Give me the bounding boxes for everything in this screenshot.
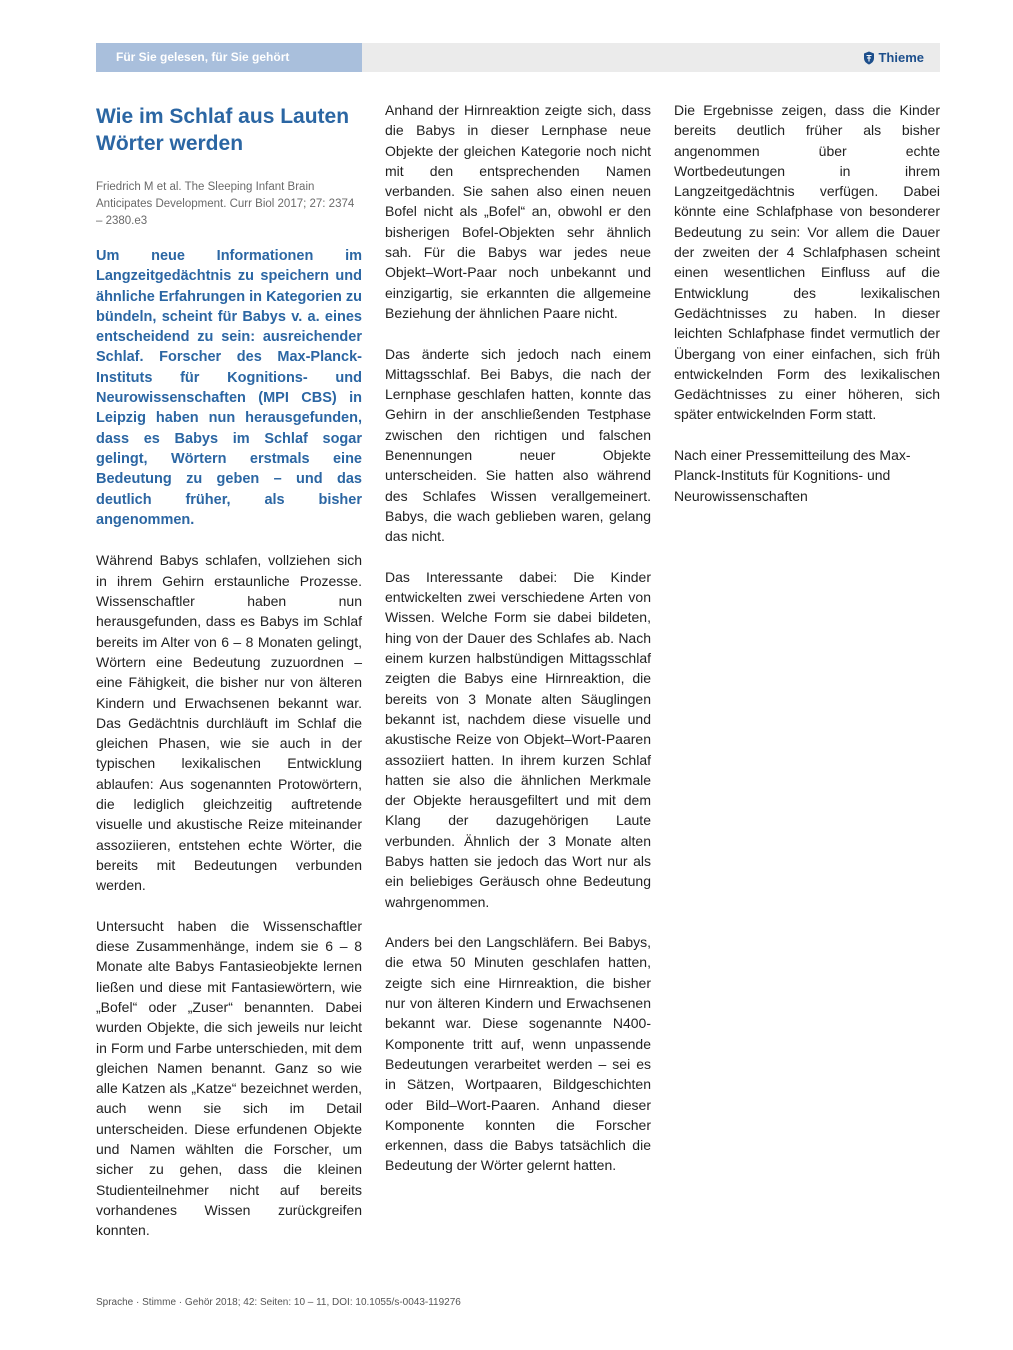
section-label: Für Sie gelesen, für Sie gehört — [96, 43, 362, 72]
press-release-source: Nach einer Pressemitteilung des Max-Planck-Instituts für Kognitions- und Neurowissenschaften — [674, 447, 911, 504]
publisher-brand — [863, 43, 924, 72]
column-1 — [96, 100, 362, 1261]
body-paragraph: Das änderte sich jedoch nach einem Mittagsschlaf. Bei Babys, die nach der Lernphase geschlafen hatten, konnte das Gehirn in der anschließenden Testphase zwischen den richtigen und falschen Benennungen neuer Objekte unterscheiden. Sie hatten also während des Schlafes Wissen verallgemeinert. Babys, die wach geblieben waren, gelang das nicht. — [385, 345, 651, 545]
article-lead: Um neue Informationen im Langzeitgedächtnis zu speichern und ähnliche Erfahrungen in Kategorien zu bündeln, scheint für Babys v. a. eines entscheidend zu sein: ausreichender Schlaf. Forscher des Max-Planck-Instituts für Kognitions- und Neurowissenschaften (MPI CBS) in Leipzig haben nun herausgefunden, dass es Babys im Schlaf sogar gelingt, Wörtern erstmals eine Bedeutung zu geben – und das deutlich früher, als bisher angenommen. — [96, 248, 362, 528]
brand-name: Thieme — [878, 50, 924, 65]
body-paragraph: Anhand der Hirnreaktion zeigte sich, dass die Babys in dieser Lernphase neue Objekte der gleichen Kategorie noch nicht mit den entsprechenden Namen verbanden. Sie sahen also einen neuen Bofel nicht als „Bofel“ an, obwohl er den bisherigen Bofel-Objekten sehr ähnlich sah. Für die Babys war jedes neue Objekt–Wort-Paar noch unbekannt und einzigartig, sie erkannten die allgemeine Beziehung der ähnlichen Paare nicht. — [385, 102, 651, 321]
page-footer: Sprache · Stimme · Gehör 2018; 42: Seiten: 10 – 11, DOI: 10.1055/s-0043-119276 — [96, 1297, 461, 1308]
article-title: Wie im Schlaf aus Lauten Wörter werden — [96, 105, 350, 155]
body-paragraph: Anders bei den Langschläfern. Bei Babys, die etwa 50 Minuten geschlafen hatten, zeigte sich eine Hirnreaktion, die bisher nur von älteren Kindern und Erwachsenen bekannt war. Diese sogenannte N400-Komponente tritt auf, wenn unpassende Bedeutungen verarbeitet werden – sei es in Sätzen, Wortpaaren, Bildgeschichten oder Bild–Wort-Paaren. Anhand dieser Komponente konnten die Forscher erkennen, dass die Babys tatsächlich die Bedeutung der Wörter gelernt hatten. — [385, 934, 651, 1174]
thieme-logo-icon — [863, 51, 875, 65]
column-2 — [385, 100, 651, 1196]
column-3 — [674, 100, 940, 526]
article-citation: Friedrich M et al. The Sleeping Infant Brain Anticipates Development. Curr Biol 2017; 27: 2374 – 2380.e3 — [96, 181, 355, 227]
body-paragraph: Untersucht haben die Wissenschaftler diese Zusammenhänge, indem sie 6 – 8 Monate alte Babys Fantasieobjekte lernen ließen und diese mit Fantasiewörtern, wie „Bofel“ oder „Zuser“ benannten. Dabei wurden Objekte, die sich jeweils nur leicht in Form und Farbe unterschieden, mit dem gleichen Namen benannt. Ganz so wie alle Katzen als „Katze“ bezeichnet werden, auch wenn sie sich im Detail unterscheiden. Diese erfundenen Objekte und Namen wählten die Forscher, um sicher zu gehen, dass die kleinen Studienteilnehmer nicht auf bereits vorhandenes Wissen zurückgreifen konnten. — [96, 917, 362, 1239]
running-header — [96, 43, 940, 72]
body-paragraph: Während Babys schlafen, vollziehen sich in ihrem Gehirn erstaunliche Prozesse. Wissenschaftler haben nun herausgefunden, dass es Babys im Schlaf bereits im Alter von 6 – 8 Monaten gelingt, Wörtern eine Bedeutung zuzuordnen – eine Fähigkeit, die bisher nur von älteren Kindern und Erwachsenen bekannt war. Das Gedächtnis durchläuft im Schlaf die gleichen Phasen, wie sie auch in der typischen lexikalischen Entwicklung ablaufen: Aus sogenannten Protowörtern, die lediglich gleichzeitig auftretende visuelle und akustische Reize miteinander assoziieren, entstehen echte Wörter, die bereits mit Bedeutungen verbunden werden. — [96, 552, 362, 894]
body-paragraph: Das Interessante dabei: Die Kinder entwickelten zwei verschiedene Arten von Wissen. Welche Form sie dabei bildeten, hing von der Dauer des Schlafes ab. Nach einem kurzen halbstündigen Mittagsschlaf zeigten die Babys eine Hirnreaktion, die bereits von 3 Monate alten Säuglingen bekannt ist, nachdem diese visuelle und akustische Reize von Objekt–Wort-Paaren assoziiert hatten. In ihrem kurzen Schlaf hatten sie also die ähnlichen Merkmale der Objekte herausgefiltert und mit dem Klang der dazugehörigen Laute verbunden. Ähnlich der 3 Monate alten Babys hatten sie jedoch das Wort nur als ein beliebiges Geräusch ohne Bedeutung wahrgenommen. — [385, 568, 651, 910]
body-paragraph: Die Ergebnisse zeigen, dass die Kinder bereits deutlich früher als bisher angenommen über echte Wortbedeutungen in ihrem Langzeitgedächtnis verfügen. Dabei könnte eine Schlafphase von besonderer Bedeutung zu sein: Vor allem die Dauer der zweiten der 4 Schlafphasen scheint einen wesentlichen Einfluss auf die Entwicklung des lexikalischen Gedächtnisses zu haben. In dieser leichten Schlafphase findet vermutlich der Übergang von einer einfachen, sich früh entwickelnden Form des lexikalischen Gedächtnisses zu einer höheren, sich später entwickelnden Form statt. — [674, 102, 940, 423]
